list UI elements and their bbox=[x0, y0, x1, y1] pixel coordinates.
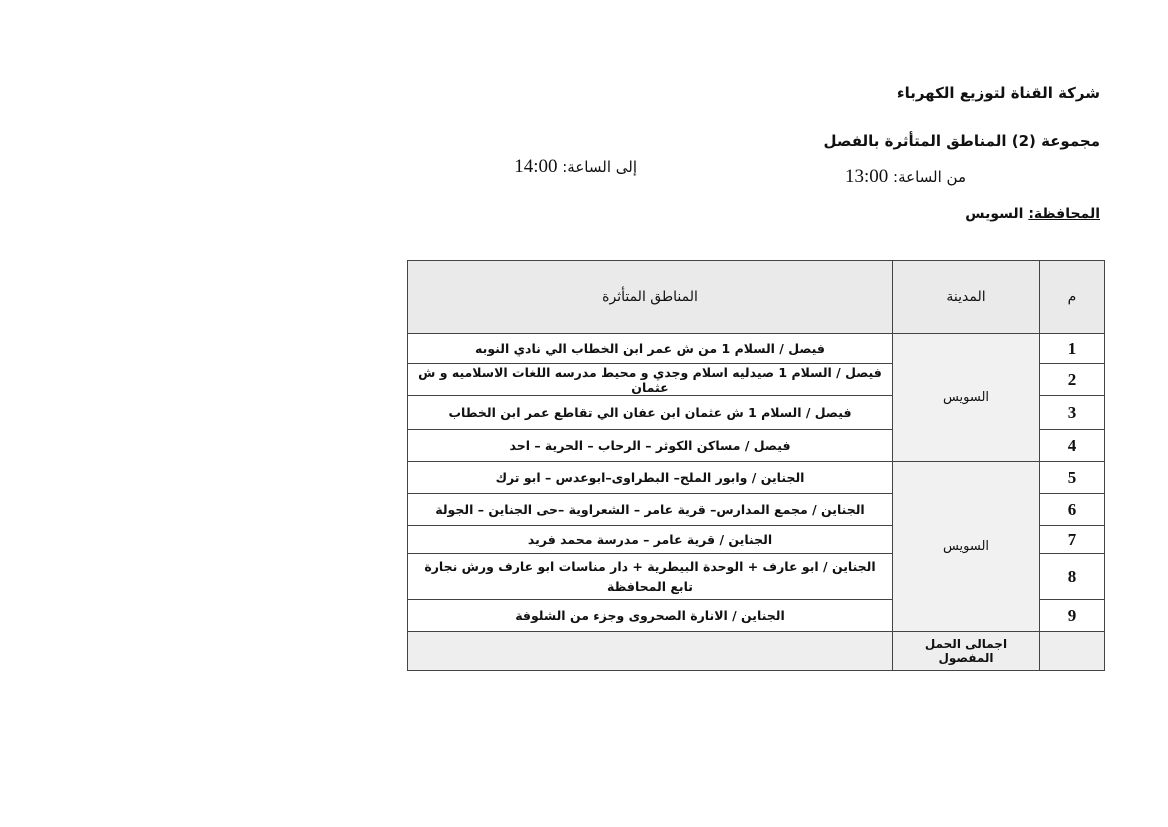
row-area: الجناين / ابو عارف + الوحدة البيطرية + دار مناسات ابو عارف ورش نجارة تابع المحافظة bbox=[408, 554, 893, 600]
row-num: 8 bbox=[1040, 554, 1105, 600]
row-num: 6 bbox=[1040, 494, 1105, 526]
to-label: إلى الساعة: bbox=[562, 158, 637, 176]
row-num: 9 bbox=[1040, 600, 1105, 632]
row-area: فيصل / السلام 1 من ش عمر ابن الخطاب الي نادي النوبه bbox=[408, 334, 893, 364]
row-num: 7 bbox=[1040, 526, 1105, 554]
governorate-line bbox=[965, 206, 1100, 222]
row-num: 4 bbox=[1040, 430, 1105, 462]
company-name: شركة القناة لتوزيع الكهرباء bbox=[896, 84, 1100, 102]
table-header-row bbox=[408, 261, 1105, 334]
row-num: 5 bbox=[1040, 462, 1105, 494]
total-num-cell bbox=[1040, 632, 1105, 671]
from-time: 13:00 bbox=[844, 166, 889, 187]
row-area: فيصل / السلام 1 ش عثمان ابن عفان الي تقاطع عمر ابن الخطاب bbox=[408, 396, 893, 430]
total-value-cell bbox=[408, 632, 893, 671]
city-cell: السويس bbox=[893, 334, 1040, 462]
row-area: فيصل / مساكن الكوثر – الرحاب – الحرية – احد bbox=[408, 430, 893, 462]
table-row bbox=[408, 462, 1105, 494]
affected-areas-table bbox=[407, 260, 1105, 671]
table-row bbox=[408, 334, 1105, 364]
row-num: 2 bbox=[1040, 364, 1105, 396]
row-area: فيصل / السلام 1 صيدليه اسلام وجدي و محيط مدرسه اللغات الاسلاميه و ش عثمان bbox=[408, 364, 893, 396]
total-label: اجمالى الحمل المفصول bbox=[893, 632, 1040, 671]
governorate-label: المحافظة: bbox=[1028, 206, 1100, 222]
header-num: م bbox=[1040, 261, 1105, 334]
to-time-line bbox=[514, 156, 637, 178]
row-area: الجناين / مجمع المدارس– قرية عامر – الشعراوية –حى الجناين – الجولة bbox=[408, 494, 893, 526]
from-time-line bbox=[845, 166, 966, 188]
city-cell: السويس bbox=[893, 462, 1040, 632]
row-num: 3 bbox=[1040, 396, 1105, 430]
row-area: الجناين / قرية عامر – مدرسة محمد فريد bbox=[408, 526, 893, 554]
total-row bbox=[408, 632, 1105, 671]
from-label: من الساعة: bbox=[893, 168, 966, 186]
to-time: 14:00 bbox=[514, 156, 558, 177]
header-areas: المناطق المتأثرة bbox=[408, 261, 893, 334]
header-city: المدينة bbox=[893, 261, 1040, 334]
row-area: الجناين / وابور الملح– البطراوى–ابوعدس – ابو ترك bbox=[408, 462, 893, 494]
row-num: 1 bbox=[1040, 334, 1105, 364]
row-area: الجناين / الانارة الصحروى وجزء من الشلوفة bbox=[408, 600, 893, 632]
governorate-value: السويس bbox=[965, 206, 1024, 222]
group-title: مجموعة (2) المناطق المتأثرة بالفصل bbox=[823, 132, 1100, 150]
